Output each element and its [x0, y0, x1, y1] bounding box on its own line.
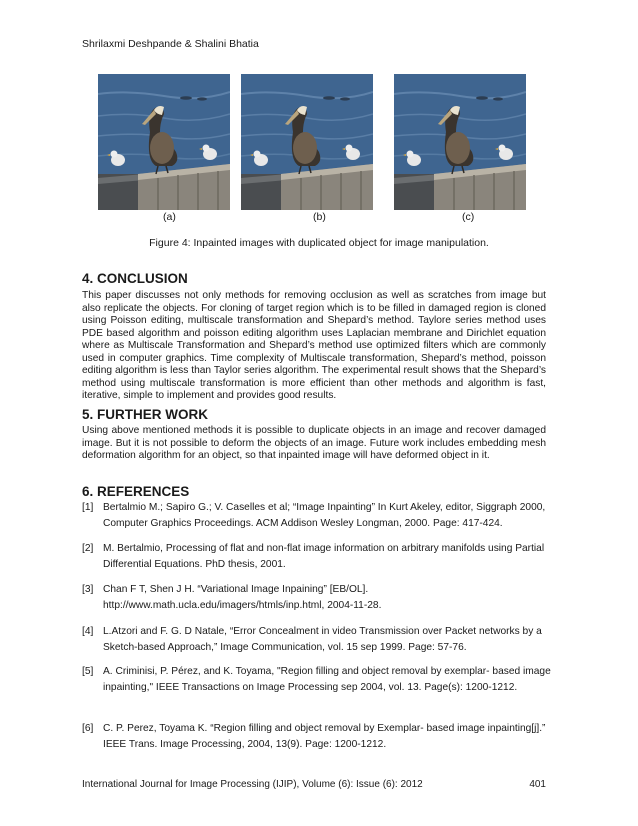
reference-item [82, 624, 552, 656]
panel-label-a: (a) [163, 211, 176, 223]
reference-text[interactable]: Chan F T, Shen J H. “Variational Image Inpaining” [EB/OL]. http://www.math.ucla.edu/imagers/htmls/inp.html, 2004-11-28. [103, 584, 382, 611]
figure-panel-b-image [241, 74, 373, 210]
figure-panel-c-image [394, 74, 526, 210]
reference-number: [2] [82, 543, 94, 554]
page-number: 401 [529, 779, 546, 790]
conclusion-paragraph: This paper discusses not only methods for removing occlusion as well as scratches from image but also replicate the objects. For cloning of target region which is to be filled in damaged region is cloned using Poisson editing, multiscale transformation and Shepard’s method. Taylore series method uses PDE based algorithm and poisson editing algorithm uses Laplacian membrane and Dirichlet equation where as Multiscale Transformation and Shepard’s method use optimized filters which are commonly used in computer graphics. Time complexity of Multiscale transformation, Shepard’s method, poisson editing algorithm is less than Taylor series algorithm. The experimental result shows that the Shepard’s method using multiscale transformation is more efficient than other methods and algorithm is fast, iterative, simple to implement and provides good results. [82, 290, 546, 401]
page-footer [82, 779, 546, 790]
figure-caption: Figure 4: Inpainted images with duplicated object for image manipulation. [149, 237, 489, 249]
reference-text: C. P. Perez, Toyama K. “Region filling and object removal by Exemplar- based image inpainting[j].” IEEE Trans. Image Processing, 2004, 13(9). Page: 1200-1212. [103, 723, 546, 750]
reference-number: [6] [82, 723, 94, 734]
running-header: Shrilaxmi Deshpande & Shalini Bhatia [82, 38, 259, 50]
references-heading: 6. REFERENCES [82, 484, 190, 499]
conclusion-heading: 4. CONCLUSION [82, 271, 188, 286]
further-work-paragraph: Using above mentioned methods it is possible to duplicate objects in an image and recover damaged image. But it is not possible to deform the objects of an image. Future work includes embedding mesh deformation algorithm for an object, so that inpainted image will have deformed object in it. [82, 425, 546, 461]
reference-number: [5] [82, 666, 94, 677]
reference-item [82, 500, 552, 532]
reference-item [82, 582, 552, 614]
reference-text: A. Criminisi, P. Pérez, and K. Toyama, "Region filling and object removal by exemplar- based image inpainting," IEEE Transactions on Image Processing sep 2004, vol. 13. Page(s): 1200-1212. [103, 666, 551, 693]
panel-label-c: (c) [462, 211, 475, 223]
reference-item [82, 664, 552, 696]
reference-item [82, 721, 552, 753]
reference-text: L.Atzori and F. G. D Natale, “Error Concealment in video Transmission over Packet networks by a Sketch-based Approach,” Image Communication, vol. 15 sep 1999. Page: 57-76. [103, 626, 542, 653]
reference-number: [4] [82, 626, 94, 637]
footer-journal: International Journal for Image Processing (IJIP), Volume (6): Issue (6): 2012 [82, 779, 423, 790]
reference-number: [3] [82, 584, 94, 595]
further-work-heading: 5. FURTHER WORK [82, 407, 208, 422]
reference-item [82, 541, 552, 573]
figure-panel-a-image [98, 74, 230, 210]
panel-label-b: (b) [313, 211, 326, 223]
reference-text: M. Bertalmio, Processing of flat and non-flat image information on arbitrary manifolds using Partial Differential Equations. PhD thesis, 2001. [103, 543, 545, 570]
figure-4 [0, 74, 638, 214]
reference-text: Bertalmio M.; Sapiro G.; V. Caselles et al; “Image Inpainting” In Kurt Akeley, editor, Siggraph 2000, Computer Graphics Proceedings. ACM Addison Wesley Longman, 2000. Page: 417-424. [103, 502, 546, 529]
reference-number: [1] [82, 502, 94, 513]
